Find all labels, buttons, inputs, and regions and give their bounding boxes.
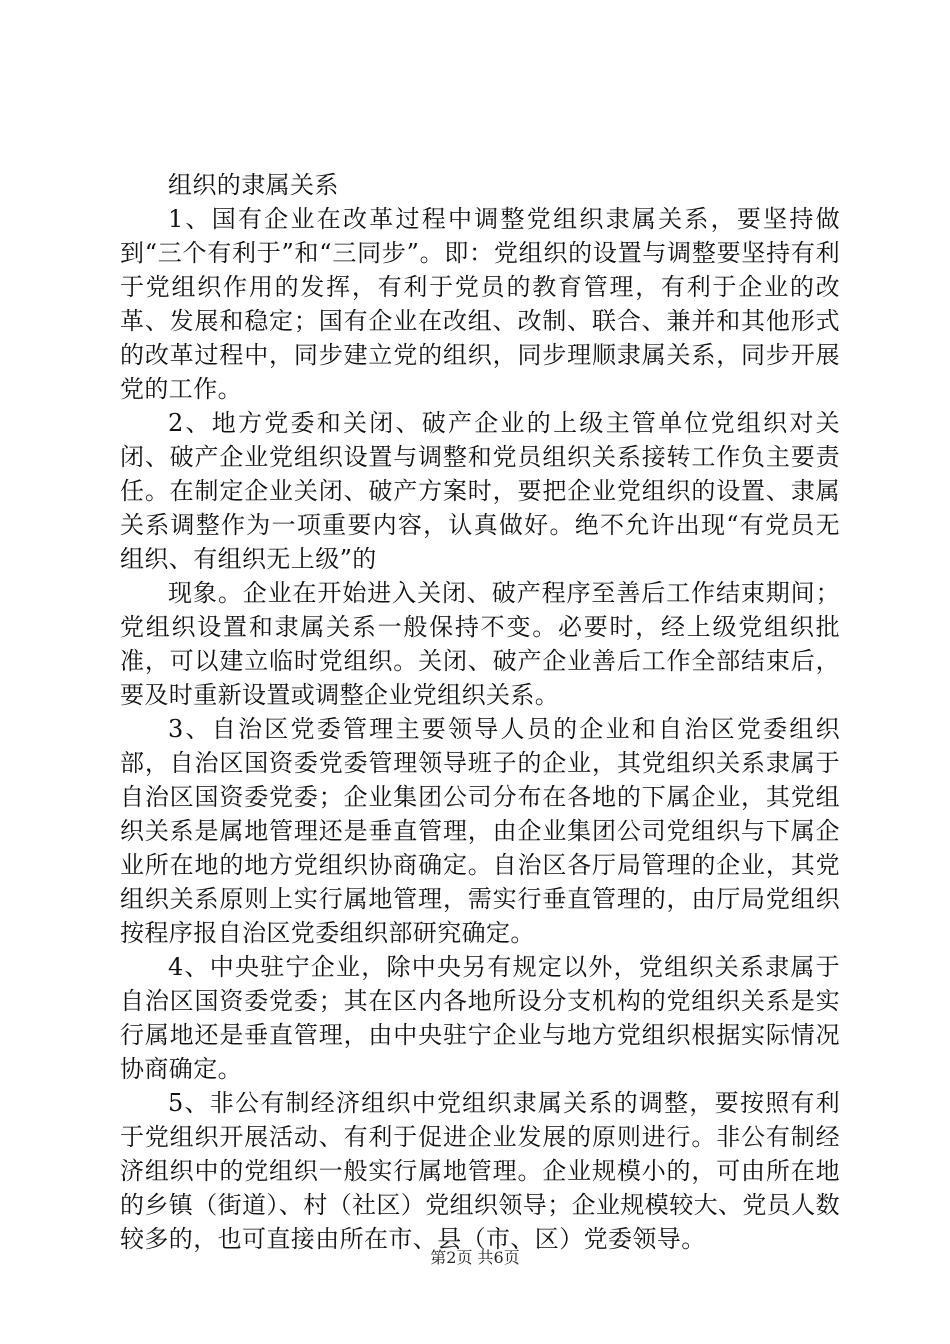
paragraph-2-continued: 现象。企业在开始进入关闭、破产程序至善后工作结束期间；党组织设置和隶属关系一般保持不变。必要时，经上级党组织批准，可以建立临时党组织。关闭、破产企业善后工作全部结束后，要及时重新设置或调整企业党组织关系。 bbox=[120, 579, 840, 709]
paragraph-2: 2、地方党委和关闭、破产企业的上级主管单位党组织对关闭、破产企业党组织设置与调整和党员组织关系接转工作负主要责任。在制定企业关闭、破产方案时，要把企业党组织的设置、隶属关系调整作为一项重要内容，认真做好。绝不允许出现“有党员无组织、有组织无上级”的 bbox=[120, 409, 840, 573]
page-footer: 第2页 共6页 bbox=[430, 1248, 520, 1267]
section-heading: 组织的隶属关系 bbox=[168, 171, 339, 199]
paragraph-4: 4、中央驻宁企业，除中央另有规定以外，党组织关系隶属于自治区国资委党委；其在区内各地所设分支机构的党组织关系是实行属地还是垂直管理，由中央驻宁企业与地方党组织根据实际情况协商确定。 bbox=[120, 953, 840, 1083]
paragraph-1: 1、国有企业在改革过程中调整党组织隶属关系，要坚持做到“三个有利于”和“三同步”。即：党组织的设置与调整要坚持有利于党组织作用的发挥，有利于党员的教育管理，有利于企业的改革、发展和稳定；国有企业在改组、改制、联合、兼并和其他形式的改革过程中，同步建立党的组织，同步理顺隶属关系，同步开展党的工作。 bbox=[120, 205, 840, 403]
paragraph-3: 3、自治区党委管理主要领导人员的企业和自治区党委组织部，自治区国资委党委管理领导班子的企业，其党组织关系隶属于自治区国资委党委；企业集团公司分布在各地的下属企业，其党组织关系是属地管理还是垂直管理，由企业集团公司党组织与下属企业所在地的地方党组织协商确定。自治区各厅局管理的企业，其党组织关系原则上实行属地管理，需实行垂直管理的，由厅局党组织按程序报自治区党委组织部研究确定。 bbox=[120, 715, 840, 947]
document-body bbox=[120, 168, 840, 1256]
paragraph-5: 5、非公有制经济组织中党组织隶属关系的调整，要按照有利于党组织开展活动、有利于促进企业发展的原则进行。非公有制经济组织中的党组织一般实行属地管理。企业规模小的，可由所在地的乡镇（街道）、村（社区）党组织领导；企业规模较大、党员人数较多的，也可直接由所在市、县（市、区）党委领导。 bbox=[120, 1089, 840, 1253]
